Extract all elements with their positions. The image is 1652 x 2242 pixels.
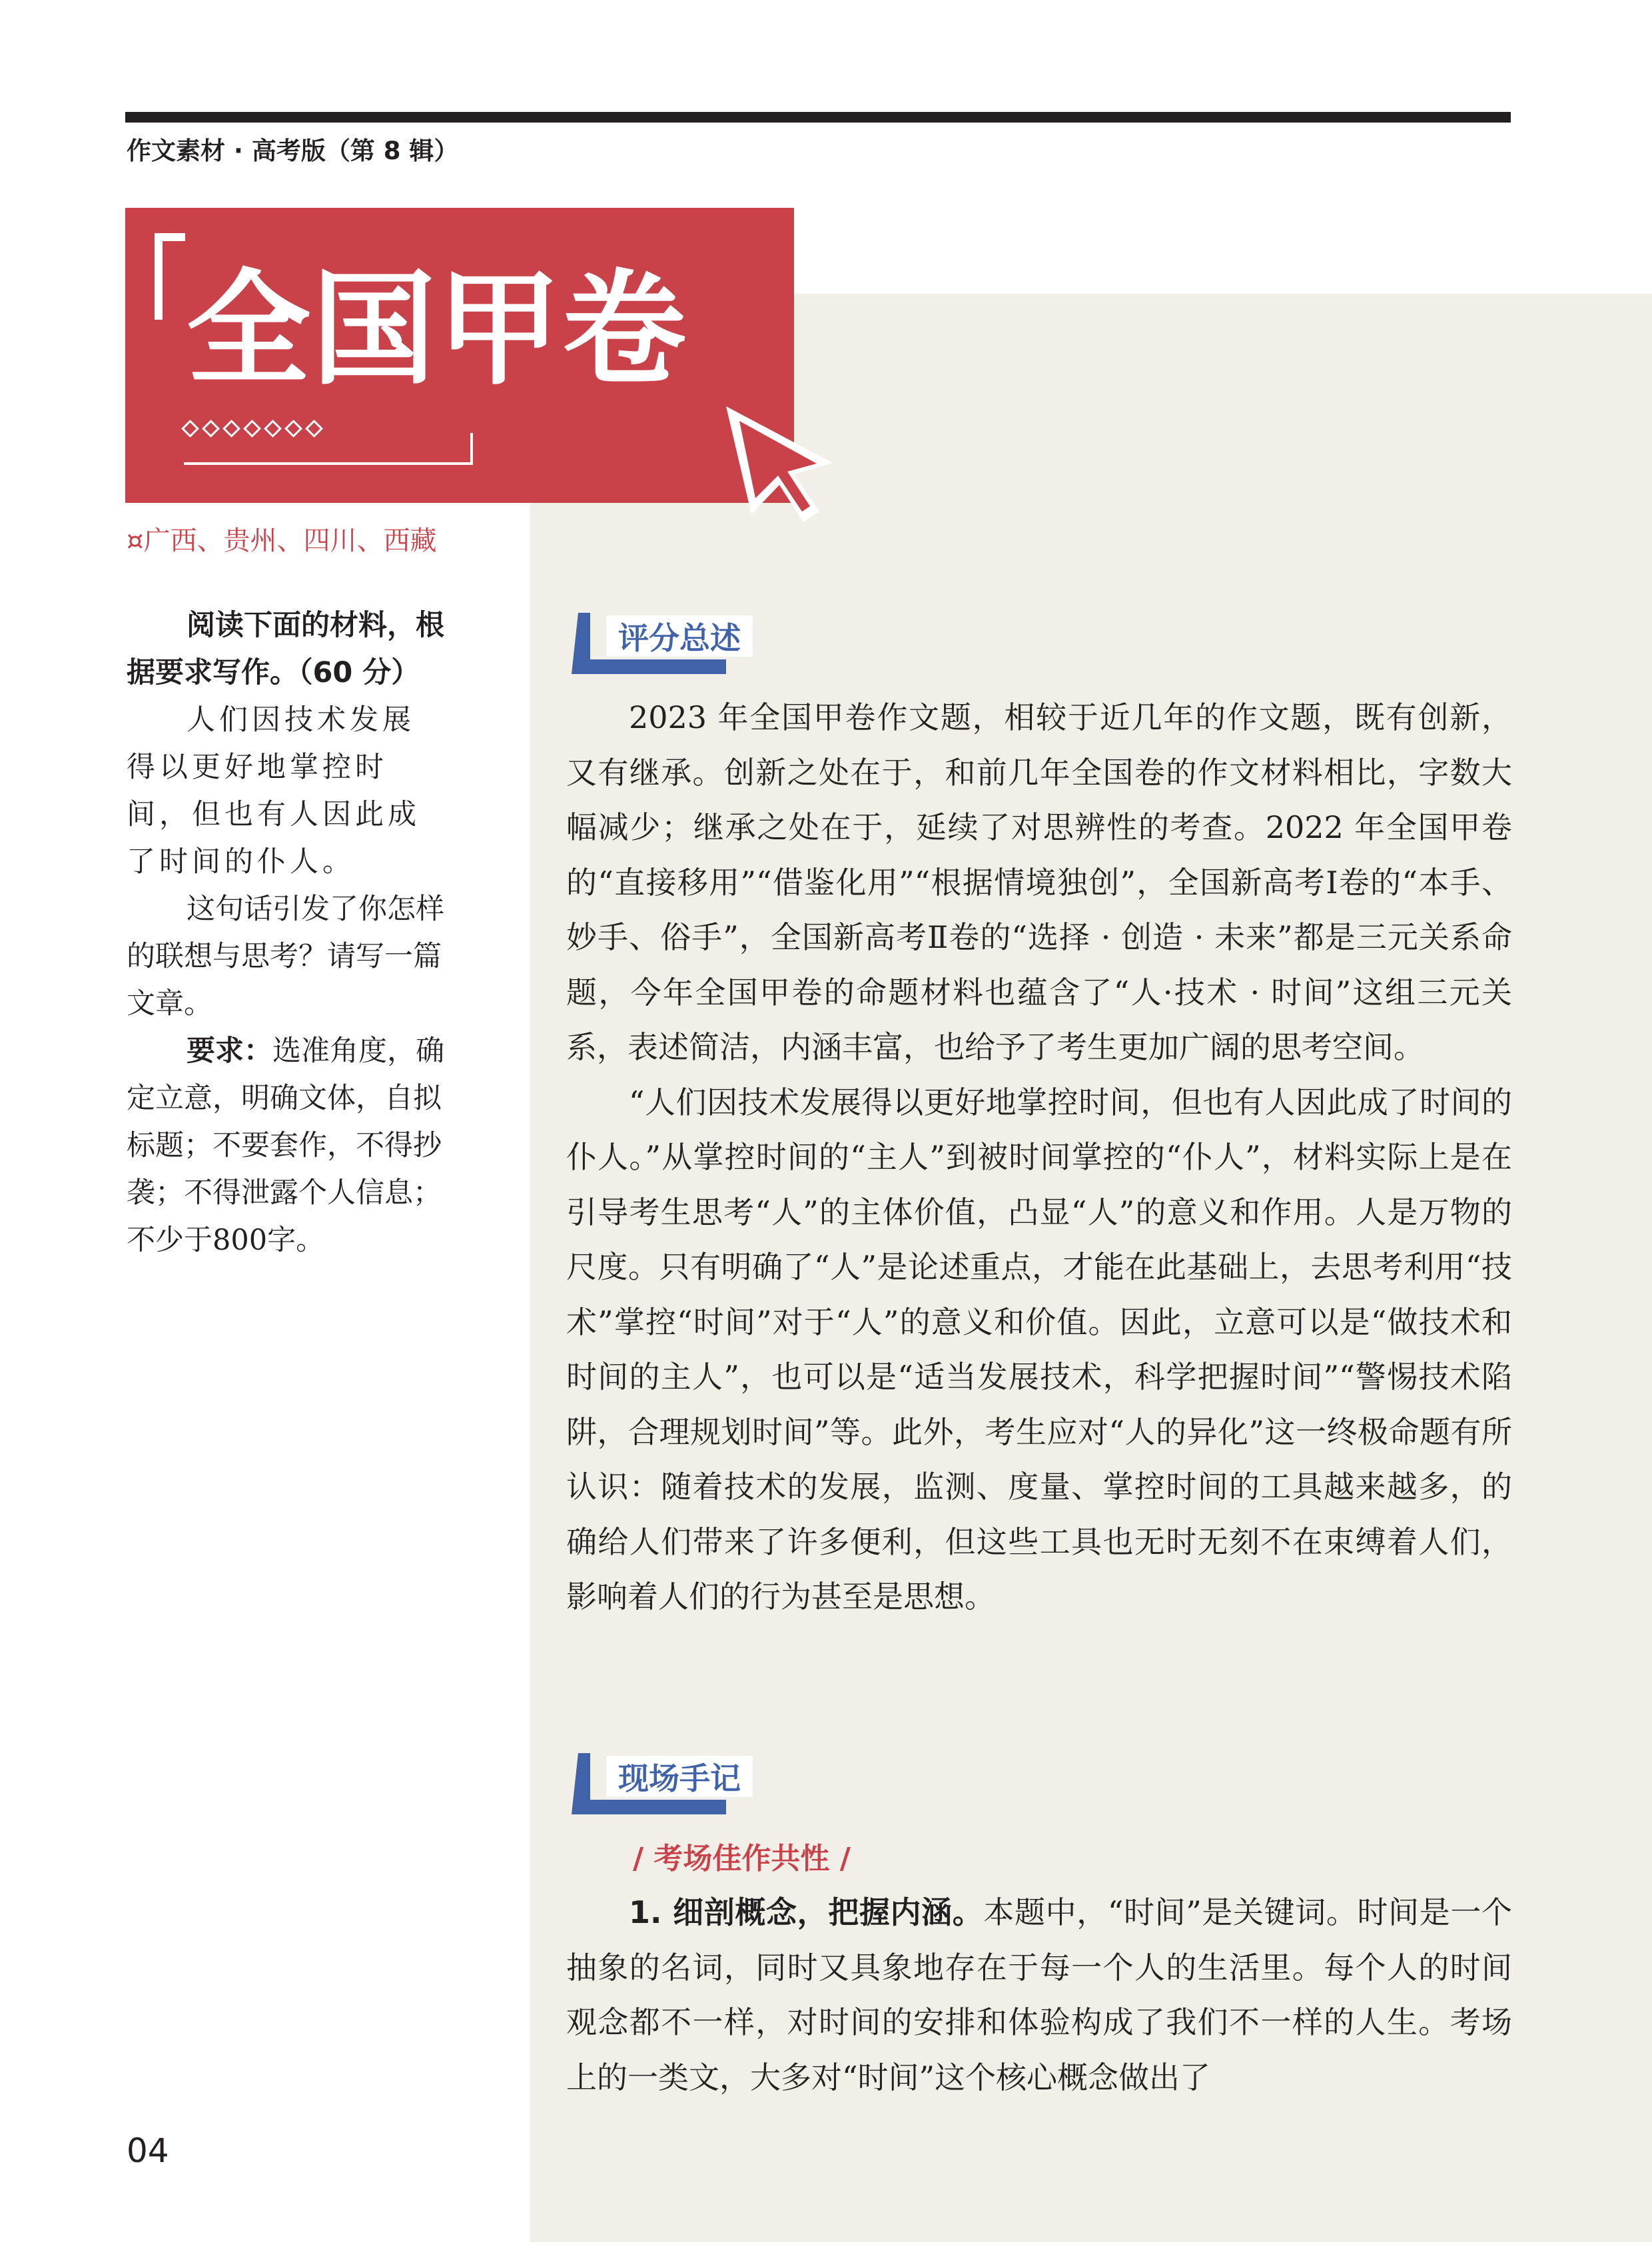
- running-head: 作文素材 · 高考版（第 8 辑）: [127, 137, 459, 165]
- section-heading-scoring: [566, 606, 786, 666]
- section-heading-notes: [566, 1746, 786, 1806]
- section1-paragraph: 2023 年全国甲卷作文题，相较于近几年的作文题，既有创新，又有继承。创新之处在于，和前几年全国卷的作文材料相比，字数大幅减少；继承之处在于，延续了对思辨性的考查。2022 年全国甲卷的“直接移用”“借鉴化用”“根据情境独创”，全国新高考Ⅰ卷的“本手、妙手、俗手”，全国新高考Ⅱ卷的“选择 · 创造 · 未来”都是三元关系命题，今年全国甲卷的命题材料也蕴含了“人·技术 · 时间”这组三元关系，表述简洁，内涵丰富，也给予了考生更加广阔的思考空间。: [566, 699, 1512, 1065]
- page-title: 全国甲卷: [187, 257, 688, 402]
- prompt-question: 这句话引发了你怎样的联想与思考？请写一篇文章。: [127, 893, 444, 1020]
- prompt-instruction: 阅读下面的材料，根据要求写作。（60 分）: [127, 609, 444, 689]
- prompt-sidebar: [127, 602, 446, 1264]
- page-number: 04: [127, 2131, 169, 2170]
- prompt-material: 人们因技术发展得以更好地掌控时间，但也有人因此成了时间的仆人。: [127, 703, 420, 879]
- title-underline: [184, 462, 473, 465]
- title-underline-hook: [470, 433, 473, 465]
- prompt-requirement: [127, 1028, 446, 1264]
- diamond-ornament-icon: [184, 422, 327, 435]
- section2-paragraph: [566, 1885, 1512, 2105]
- point-lead: 1. 细剖概念，把握内涵。: [629, 1894, 984, 1930]
- section-heading-label: 现场手记: [606, 1756, 753, 1797]
- section-heading-label: 评分总述: [606, 615, 753, 657]
- cursor-arrow-icon: [719, 400, 846, 533]
- sub-heading: / 考场佳作共性 /: [633, 1842, 851, 1876]
- regions-label: ¤广西、贵州、四川、西藏: [127, 526, 437, 556]
- section1-paragraph: “人们因技术发展得以更好地掌控时间，但也有人因此成了时间的仆人。”从掌控时间的“主人”到被时间掌控的“仆人”，材料实际上是在引导考生思考“人”的主体价值，凸显“人”的意义和作用。人是万物的尺度。只有明确了“人”是论述重点，才能在此基础上，去思考利用“技术”掌控“时间”对于“人”的意义和价值。因此，立意可以是“做技术和时间的主人”，也可以是“适当发展技术，科学把握时间”“警惕技术陷阱，合理规划时间”等。此外，考生应对“人的异化”这一终极命题有所认识：随着技术的发展，监测、度量、掌控时间的工具越来越多，的确给人们带来了许多便利，但这些工具也无时无刻不在束缚着人们，影响着人们的行为甚至是思想。: [566, 1084, 1512, 1615]
- top-rule: [125, 112, 1511, 123]
- section2-body: [566, 1885, 1512, 2105]
- corner-bracket-icon: [155, 233, 185, 320]
- requirement-text: 选准角度，确定立意，明确文体，自拟标题；不要套作，不得抄袭；不得泄露个人信息；不少于800字。: [127, 1034, 444, 1257]
- point-text: 本题中，“时间”是关键词。时间是一个抽象的名词，同时又具象地存在于每一个人的生活里。每个人的时间观念都不一样，对时间的安排和体验构成了我们不一样的人生。考场上的一类文，大多对“时间”这个核心概念做出了: [566, 1894, 1512, 2095]
- requirement-label: 要求：: [187, 1034, 272, 1068]
- section1-body: [566, 690, 1512, 1625]
